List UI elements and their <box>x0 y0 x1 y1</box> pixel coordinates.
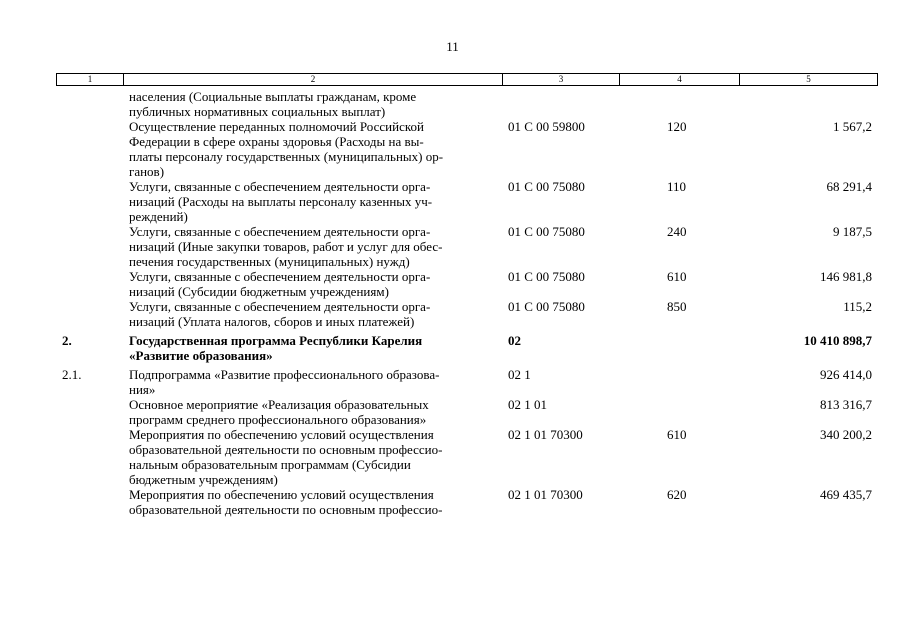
row-description <box>123 333 502 363</box>
table-row <box>56 427 878 487</box>
header-col-4: 4 <box>620 74 740 85</box>
description-line: низаций (Иные закупки товаров, работ и услуг для обес- <box>129 239 443 254</box>
description-line: Услуги, связанные с обеспечением деятельности орга- <box>129 224 431 239</box>
description-line: низаций (Уплата налогов, сборов и иных платежей) <box>129 314 415 329</box>
row-amount: 10 410 898,7 <box>803 333 872 348</box>
description-line: Услуги, связанные с обеспечением деятельности орга- <box>129 179 431 194</box>
description-line: низаций (Субсидии бюджетным учреждениям) <box>129 284 389 299</box>
description-line: ганов) <box>129 164 165 179</box>
description-line: низаций (Расходы на выплаты персоналу казенных уч- <box>129 194 433 209</box>
row-number <box>56 119 123 179</box>
row-number <box>56 427 123 487</box>
row-target-code: 02 1 01 <box>508 397 547 412</box>
table-row <box>56 299 878 329</box>
row-number <box>56 487 123 517</box>
row-number <box>56 179 123 224</box>
description-line: бюджетным учреждениям) <box>129 472 278 487</box>
header-col-1: 1 <box>57 74 124 85</box>
row-description <box>123 89 502 119</box>
description-line: Федерации в сфере охраны здоровья (Расходы на вы- <box>129 134 424 149</box>
description-line: «Развитие образования» <box>129 348 273 363</box>
row-amount: 469 435,7 <box>820 487 872 502</box>
row-description <box>123 427 502 487</box>
row-target-code: 02 1 01 70300 <box>508 487 583 502</box>
row-target-code <box>502 89 619 119</box>
row-amount: 813 316,7 <box>820 397 872 412</box>
row-description <box>123 269 502 299</box>
row-description <box>123 299 502 329</box>
row-amount: 9 187,5 <box>833 224 872 239</box>
table-row <box>56 89 878 119</box>
row-expense-type <box>619 397 739 427</box>
description-line: печения государственных (муниципальных) нужд) <box>129 254 410 269</box>
description-line: населения (Социальные выплаты гражданам, кроме <box>129 89 417 104</box>
row-description <box>123 367 502 397</box>
table-row <box>56 119 878 179</box>
description-line: реждений) <box>129 209 188 224</box>
row-description <box>123 487 502 517</box>
row-number <box>56 269 123 299</box>
row-expense-type: 110 <box>667 179 687 194</box>
row-number: 2. <box>62 333 72 348</box>
description-line: Подпрограмма «Развитие профессионального образова- <box>129 367 440 382</box>
row-number <box>56 224 123 269</box>
header-col-5: 5 <box>806 74 811 84</box>
row-expense-type: 610 <box>667 269 687 284</box>
header-col-3: 3 <box>503 74 620 85</box>
description-line: Услуги, связанные с обеспечением деятельности орга- <box>129 299 431 314</box>
row-expense-type <box>619 333 739 363</box>
row-target-code: 02 1 01 70300 <box>508 427 583 442</box>
row-amount: 68 291,4 <box>826 179 872 194</box>
row-target-code: 02 <box>508 333 521 348</box>
row-target-code: 01 С 00 75080 <box>508 224 585 239</box>
table-row <box>56 224 878 269</box>
table-row <box>56 333 878 363</box>
row-number <box>56 299 123 329</box>
row-description <box>123 179 502 224</box>
row-number <box>56 397 123 427</box>
row-description <box>123 397 502 427</box>
table-row <box>56 179 878 224</box>
row-expense-type <box>619 367 739 397</box>
row-target-code: 01 С 00 75080 <box>508 269 585 284</box>
description-line: Осуществление переданных полномочий Российской <box>129 119 424 134</box>
row-expense-type: 240 <box>667 224 687 239</box>
description-line: программ среднего профессионального образования» <box>129 412 427 427</box>
row-amount: 340 200,2 <box>820 427 872 442</box>
table-header <box>56 73 878 86</box>
description-line: нальным образовательным программам (Субсидии <box>129 457 411 472</box>
row-number <box>56 89 123 119</box>
description-line: Услуги, связанные с обеспечением деятельности орга- <box>129 269 431 284</box>
description-line: публичных нормативных социальных выплат) <box>129 104 386 119</box>
row-description <box>123 224 502 269</box>
table-row <box>56 487 878 517</box>
description-line: ния» <box>129 382 156 397</box>
row-amount: 1 567,2 <box>833 119 872 134</box>
budget-table-body <box>56 89 878 517</box>
description-line: образовательной деятельности по основным профессио- <box>129 442 443 457</box>
row-target-code: 01 С 00 59800 <box>508 119 585 134</box>
row-description <box>123 119 502 179</box>
row-number: 2.1. <box>62 367 82 382</box>
row-expense-type: 610 <box>667 427 687 442</box>
description-line: образовательной деятельности по основным профессио- <box>129 502 443 517</box>
description-line: Мероприятия по обеспечению условий осуществления <box>129 427 434 442</box>
row-amount: 926 414,0 <box>820 367 872 382</box>
row-expense-type: 850 <box>667 299 687 314</box>
header-col-2: 2 <box>124 74 503 85</box>
row-amount: 115,2 <box>843 299 872 314</box>
description-line: Государственная программа Республики Карелия <box>129 333 423 348</box>
row-expense-type: 620 <box>667 487 687 502</box>
row-target-code: 01 С 00 75080 <box>508 299 585 314</box>
row-expense-type: 120 <box>667 119 687 134</box>
description-line: Основное мероприятие «Реализация образовательных <box>129 397 429 412</box>
description-line: Мероприятия по обеспечению условий осуществления <box>129 487 434 502</box>
row-target-code: 01 С 00 75080 <box>508 179 585 194</box>
row-expense-type <box>619 89 739 119</box>
description-line: платы персоналу государственных (муниципальных) ор- <box>129 149 444 164</box>
row-target-code: 02 1 <box>508 367 531 382</box>
table-row <box>56 397 878 427</box>
page-number: 11 <box>446 39 459 54</box>
row-amount <box>739 89 876 119</box>
row-amount: 146 981,8 <box>820 269 872 284</box>
table-row <box>56 269 878 299</box>
table-row <box>56 367 878 397</box>
